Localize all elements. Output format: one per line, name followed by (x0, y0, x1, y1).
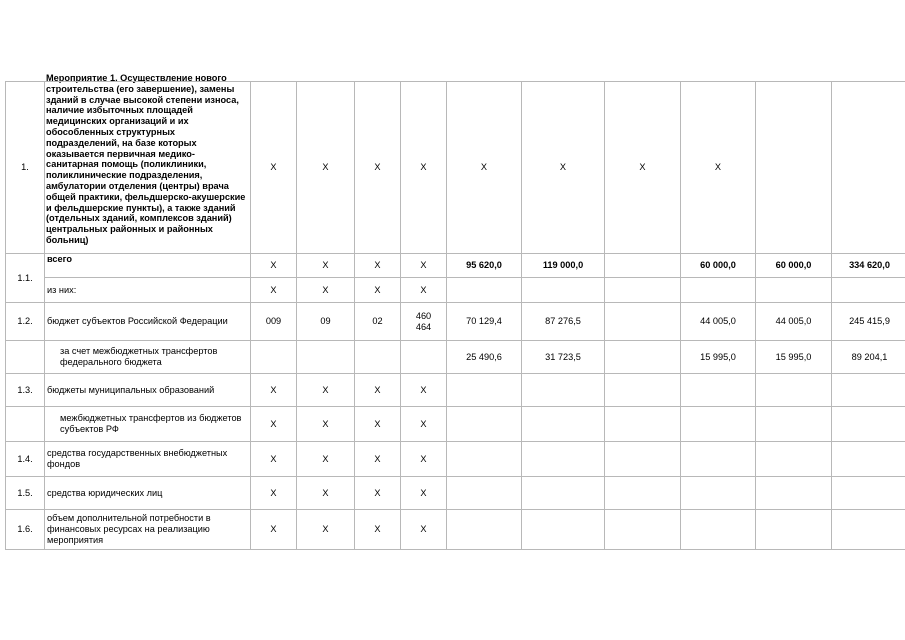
cell-code-2: X (297, 278, 355, 303)
cell-value-1 (447, 374, 522, 407)
cell-code-4: 460 464 (401, 303, 447, 341)
cell-value-2: 31 723,5 (522, 341, 605, 374)
table-row (6, 278, 905, 303)
table-row (6, 407, 905, 442)
cell-value-2: 119 000,0 (522, 254, 605, 278)
cell-code-3: X (355, 442, 401, 477)
cell-code-3: X (355, 477, 401, 510)
cell-value-2 (522, 477, 605, 510)
cell-code-4: X (401, 82, 447, 254)
cell-value-4 (681, 407, 756, 442)
cell-value-2 (522, 407, 605, 442)
table-row (6, 341, 905, 374)
cell-value-3 (605, 278, 681, 303)
cell-code-2: X (297, 254, 355, 278)
cell-code-3: X (355, 510, 401, 550)
cell-value-5 (756, 442, 832, 477)
cell-code-1: X (251, 82, 297, 254)
cell-value-6 (832, 374, 905, 407)
cell-code-3: X (355, 374, 401, 407)
row-label: за счет межбюджетных трансфертов федерального бюджета (45, 341, 251, 374)
cell-value-6 (832, 477, 905, 510)
cell-value-5 (756, 278, 832, 303)
row-number (6, 407, 45, 442)
row-label: из них: (45, 278, 251, 303)
cell-code-4: X (401, 278, 447, 303)
row-number: 1.1. (6, 254, 45, 303)
cell-value-4 (681, 510, 756, 550)
cell-code-1: X (251, 407, 297, 442)
cell-code-4 (401, 341, 447, 374)
cell-value-4: 60 000,0 (681, 254, 756, 278)
cell-value-4 (681, 477, 756, 510)
cell-code-1 (251, 341, 297, 374)
cell-code-1: X (251, 442, 297, 477)
row-label: межбюджетных трансфертов из бюджетов субъектов РФ (45, 407, 251, 442)
cell-value-1: 70 129,4 (447, 303, 522, 341)
cell-value-5 (756, 407, 832, 442)
cell-value-3 (605, 303, 681, 341)
row-number: 1. (6, 82, 45, 254)
row-label: средства юридических лиц (45, 477, 251, 510)
cell-value-3 (605, 341, 681, 374)
cell-code-3: X (355, 82, 401, 254)
cell-value-4 (681, 278, 756, 303)
cell-code-1: X (251, 477, 297, 510)
cell-value-6 (832, 82, 905, 254)
cell-value-3 (605, 510, 681, 550)
cell-value-6 (832, 510, 905, 550)
row-label: бюджет субъектов Российской Федерации (45, 303, 251, 341)
row-number: 1.6. (6, 510, 45, 550)
cell-value-5 (756, 82, 832, 254)
cell-value-5 (756, 510, 832, 550)
table-row (6, 303, 905, 341)
cell-code-3 (355, 341, 401, 374)
cell-code-2: X (297, 82, 355, 254)
cell-value-6: 89 204,1 (832, 341, 905, 374)
row-label: объем дополнительной потребности в финансовых ресурсах на реализацию мероприятия (45, 510, 251, 550)
cell-value-4: 44 005,0 (681, 303, 756, 341)
cell-value-2: X (522, 82, 605, 254)
table-row (6, 374, 905, 407)
cell-value-6 (832, 442, 905, 477)
cell-code-1: X (251, 374, 297, 407)
cell-code-2: X (297, 407, 355, 442)
cell-value-6 (832, 407, 905, 442)
cell-value-5: 15 995,0 (756, 341, 832, 374)
table-row (6, 82, 905, 254)
cell-value-2 (522, 510, 605, 550)
cell-value-1 (447, 407, 522, 442)
cell-value-4 (681, 374, 756, 407)
cell-value-4 (681, 442, 756, 477)
cell-value-2 (522, 442, 605, 477)
cell-value-2 (522, 374, 605, 407)
cell-value-6: 334 620,0 (832, 254, 905, 278)
row-label: бюджеты муниципальных образований (45, 374, 251, 407)
cell-code-4: X (401, 510, 447, 550)
cell-value-1: 95 620,0 (447, 254, 522, 278)
row-number: 1.4. (6, 442, 45, 477)
table-row (6, 442, 905, 477)
row-number: 1.3. (6, 374, 45, 407)
cell-value-5: 60 000,0 (756, 254, 832, 278)
cell-code-2 (297, 341, 355, 374)
cell-value-1 (447, 510, 522, 550)
cell-code-1: 009 (251, 303, 297, 341)
cell-code-4: X (401, 442, 447, 477)
cell-value-3 (605, 254, 681, 278)
cell-value-3 (605, 374, 681, 407)
cell-value-3 (605, 442, 681, 477)
cell-code-3: X (355, 407, 401, 442)
table-row (6, 477, 905, 510)
cell-value-4: 15 995,0 (681, 341, 756, 374)
cell-value-1 (447, 477, 522, 510)
cell-value-6 (832, 278, 905, 303)
cell-code-3: X (355, 254, 401, 278)
cell-code-2: X (297, 374, 355, 407)
cell-value-4: X (681, 82, 756, 254)
cell-value-3: X (605, 82, 681, 254)
cell-value-5: 44 005,0 (756, 303, 832, 341)
cell-code-2: X (297, 477, 355, 510)
cell-value-5 (756, 477, 832, 510)
cell-code-2: X (297, 442, 355, 477)
cell-code-3: X (355, 278, 401, 303)
cell-code-2: X (297, 510, 355, 550)
row-number (6, 341, 45, 374)
cell-code-3: 02 (355, 303, 401, 341)
cell-code-1: X (251, 254, 297, 278)
cell-code-4: X (401, 477, 447, 510)
cell-code-4: X (401, 374, 447, 407)
cell-value-2 (522, 278, 605, 303)
cell-code-4: X (401, 407, 447, 442)
cell-value-2: 87 276,5 (522, 303, 605, 341)
cell-value-1: X (447, 82, 522, 254)
row-label (45, 82, 251, 254)
row-number: 1.5. (6, 477, 45, 510)
budget-table (5, 81, 905, 550)
row-label: средства государственных внебюджетных фондов (45, 442, 251, 477)
cell-code-2: 09 (297, 303, 355, 341)
row-label: всего (45, 254, 251, 278)
cell-value-3 (605, 477, 681, 510)
row-number: 1.2. (6, 303, 45, 341)
measure-title: Мероприятие 1. Осуществление нового строительства (его завершение), замены зданий в случае высокой степени износа, наличие избыточных площадей медицинских организаций и их обособленных структурных подразделений, на базе которых оказывается первичная медико-санитарная помощь (поликлиники, поликлинические подразделения, амбулатории отделения (центры) врача общей практики, фельдшерско-акушерские и фельдшерские пункты), а также зданий (отдельных зданий, комплексов зданий) центральных районных и районных больниц) (46, 73, 246, 245)
cell-code-4: X (401, 254, 447, 278)
table-row (6, 510, 905, 550)
cell-code-1: X (251, 510, 297, 550)
cell-value-1 (447, 442, 522, 477)
cell-value-3 (605, 407, 681, 442)
cell-value-6: 245 415,9 (832, 303, 905, 341)
cell-value-5 (756, 374, 832, 407)
cell-code-1: X (251, 278, 297, 303)
table-row (6, 254, 905, 278)
cell-value-1 (447, 278, 522, 303)
cell-value-1: 25 490,6 (447, 341, 522, 374)
